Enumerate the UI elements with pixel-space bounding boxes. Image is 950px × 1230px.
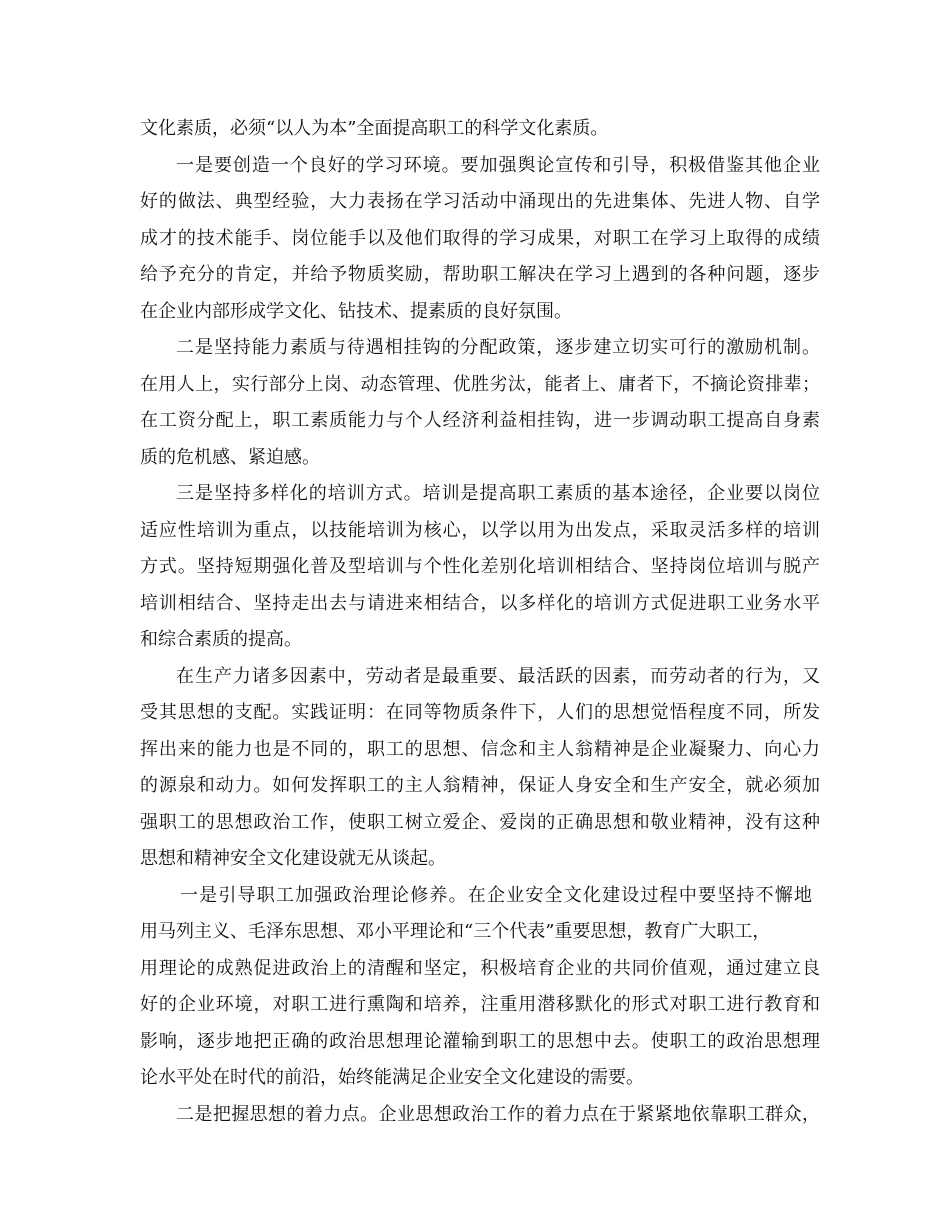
- text-line: 在工资分配上，职工素质能力与个人经济利益相挂钩，进一步调动职工提高自身素: [140, 410, 820, 431]
- text-line: 受其思想的支配。实践证明：在同等物质条件下，人们的思想觉悟程度不同，所发: [140, 702, 820, 723]
- text-line: 方式。坚持短期强化普及型培训与个性化差别化培训相结合、坚持岗位培训与脱产: [140, 556, 820, 577]
- text-line: 在企业内部形成学文化、钻技术、提素质的良好氛围。: [140, 301, 572, 322]
- text-line: 一是要创造一个良好的学习环境。要加强舆论宣传和引导，积极借鉴其他企业: [176, 155, 820, 176]
- text-line: 二是坚持能力素质与待遇相挂钩的分配政策，逐步建立切实可行的激励机制。: [176, 337, 820, 358]
- text-line: 培训相结合、坚持走出去与请进来相结合，以多样化的培训方式促进职工业务水平: [140, 593, 820, 614]
- text-line: 给予充分的肯定，并给予物质奖励，帮助职工解决在学习上遇到的各种问题，逐步: [140, 264, 820, 285]
- text-line: 成才的技术能手、岗位能手以及他们取得的学习成果，对职工在学习上取得的成绩: [140, 228, 820, 249]
- text-line: 一是引导职工加强政治理论修养。在企业安全文化建设过程中要坚持不懈地: [180, 885, 812, 906]
- text-line: 在生产力诸多因素中，劳动者是最重要、最活跃的因素，而劳动者的行为，又: [176, 666, 820, 687]
- text-line: 三是坚持多样化的培训方式。培训是提高职工素质的基本途径，企业要以岗位: [176, 483, 820, 504]
- text-line: 文化素质，必须“以人为本”全面提高职工的科学文化素质。: [140, 118, 609, 139]
- text-line: 二是把握思想的着力点。企业思想政治工作的着力点在于紧紧地依靠职工群众，: [176, 1104, 820, 1125]
- text-line: 影响，逐步地把正确的政治思想理论灌输到职工的思想中去。使职工的政治思想理: [140, 1031, 820, 1052]
- text-line: 适应性培训为重点，以技能培训为核心，以学以用为出发点，采取灵活多样的培训: [140, 520, 820, 541]
- text-line: 用理论的成熟促进政治上的清醒和坚定，积极培育企业的共同价值观，通过建立良: [140, 958, 820, 979]
- text-line: 论水平处在时代的前沿，始终能满足企业安全文化建设的需要。: [140, 1067, 644, 1088]
- text-line: 挥出来的能力也是不同的，职工的思想、信念和主人翁精神是企业凝聚力、向心力: [140, 739, 820, 760]
- text-line: 在用人上，实行部分上岗、动态管理、优胜劣汰，能者上、庸者下，不摘论资排辈；: [140, 374, 820, 395]
- text-line: 思想和精神安全文化建设就无从谈起。: [140, 848, 446, 869]
- text-line: 好的做法、典型经验，大力表扬在学习活动中涌现出的先进集体、先进人物、自学: [140, 191, 820, 212]
- text-line: 质的危机感、紧迫感。: [140, 447, 320, 468]
- text-line: 好的企业环境，对职工进行熏陶和培养，注重用潜移默化的形式对职工进行教育和: [140, 994, 820, 1015]
- text-line: 和综合素质的提高。: [140, 629, 302, 650]
- text-line: 强职工的思想政治工作，使职工树立爱企、爱岗的正确思想和敬业精神，没有这种: [140, 812, 820, 833]
- text-line: 的源泉和动力。如何发挥职工的主人翁精神，保证人身安全和生产安全，就必须加: [140, 775, 820, 796]
- text-line: 用马列主义、毛泽东思想、邓小平理论和“三个代表”重要思想，教育广大职工，: [140, 921, 771, 942]
